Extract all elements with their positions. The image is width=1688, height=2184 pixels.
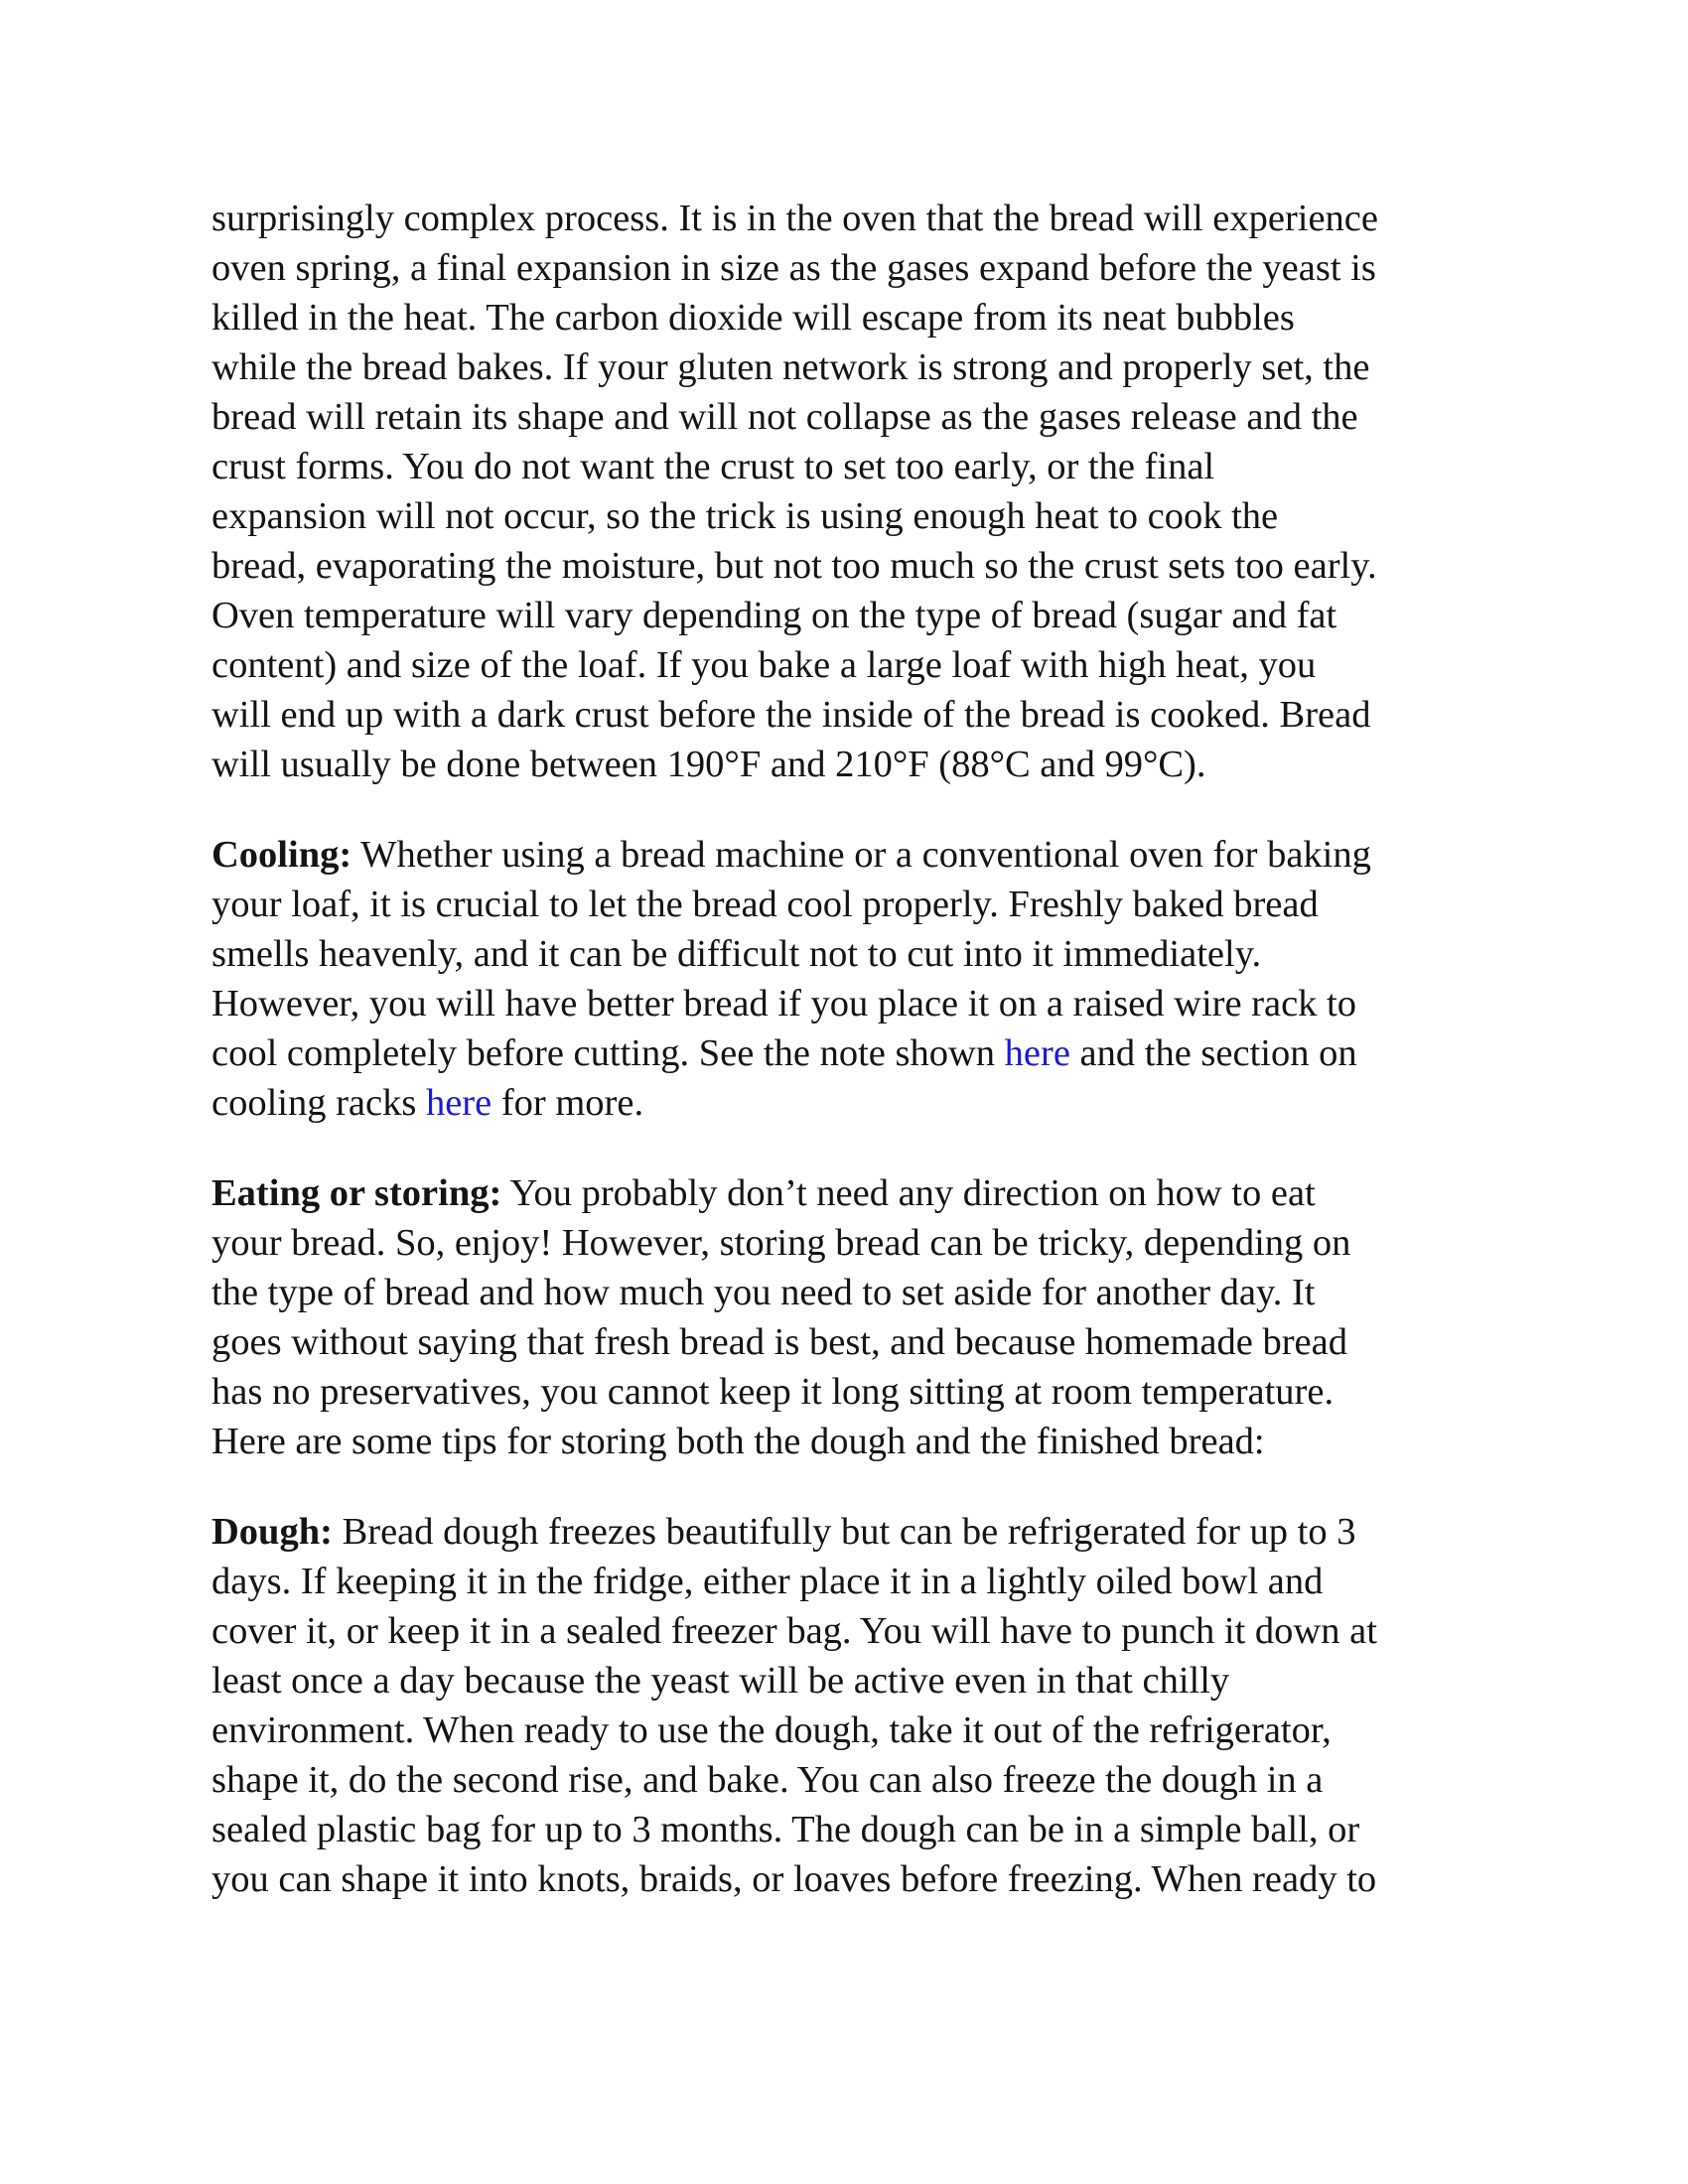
text-line: will usually be done between 190°F and 210°F (88°C and 99°C). — [211, 744, 1206, 785]
document-page — [211, 194, 1492, 1945]
text-line: you can shape it into knots, braids, or loaves before freezing. When ready to — [211, 1858, 1377, 1900]
text-run: cooling racks — [211, 1082, 426, 1124]
text-line: expansion will not occur, so the trick is using enough heat to cook the — [211, 495, 1279, 537]
text-line — [211, 1028, 1492, 1078]
text-line: goes without saying that fresh bread is best, and because homemade bread — [211, 1321, 1347, 1363]
text-line: your bread. So, enjoy! However, storing bread can be tricky, depending on — [211, 1222, 1351, 1264]
paragraph-cooling — [211, 830, 1492, 1128]
text-line: Here are some tips for storing both the dough and the finished bread: — [211, 1421, 1265, 1462]
text-line: Oven temperature will vary depending on the type of bread (sugar and fat — [211, 595, 1337, 636]
text-line — [211, 1168, 1492, 1218]
text-run: You probably don’t need any direction on how to eat — [501, 1172, 1316, 1214]
text-line: crust forms. You do not want the crust to set too early, or the final — [211, 446, 1215, 487]
text-line: killed in the heat. The carbon dioxide will escape from its neat bubbles — [211, 297, 1295, 339]
text-line — [211, 830, 1492, 880]
text-run: for more. — [492, 1082, 644, 1124]
text-line: sealed plastic bag for up to 3 months. The dough can be in a simple ball, or — [211, 1809, 1360, 1850]
paragraph-dough — [211, 1507, 1492, 1904]
cooling-racks-link[interactable]: here — [425, 1082, 492, 1124]
text-line: will end up with a dark crust before the inside of the bread is cooked. Bread — [211, 694, 1371, 736]
text-line: content) and size of the loaf. If you bake a large loaf with high heat, you — [211, 644, 1317, 686]
section-heading-dough: Dough: — [211, 1511, 333, 1553]
text-line: However, you will have better bread if you place it on a raised wire rack to — [211, 983, 1357, 1024]
text-line: has no preservatives, you cannot keep it long sitting at room temperature. — [211, 1371, 1335, 1413]
text-line: cover it, or keep it in a sealed freezer bag. You will have to punch it down at — [211, 1610, 1377, 1652]
text-line: surprisingly complex process. It is in the oven that the bread will experience — [211, 198, 1378, 239]
note-link[interactable]: here — [1004, 1032, 1070, 1074]
text-line: while the bread bakes. If your gluten network is strong and properly set, the — [211, 346, 1370, 388]
paragraph-eating-storing — [211, 1168, 1492, 1466]
paragraph-baking — [211, 194, 1492, 789]
section-heading-cooling: Cooling: — [211, 834, 352, 876]
text-run: Whether using a bread machine or a conventional oven for baking — [352, 834, 1371, 876]
text-line: shape it, do the second rise, and bake. You can also freeze the dough in a — [211, 1759, 1324, 1801]
text-line: smells heavenly, and it can be difficult not to cut into it immediately. — [211, 933, 1262, 975]
section-heading-eating-storing: Eating or storing: — [211, 1172, 502, 1214]
text-run: and the section on — [1069, 1032, 1357, 1074]
text-line: oven spring, a final expansion in size as the gases expand before the yeast is — [211, 247, 1376, 289]
text-line: environment. When ready to use the dough, take it out of the refrigerator, — [211, 1709, 1332, 1751]
text-line: least once a day because the yeast will be active even in that chilly — [211, 1660, 1230, 1702]
text-line: bread, evaporating the moisture, but not too much so the crust sets too early. — [211, 545, 1377, 587]
text-line: days. If keeping it in the fridge, either place it in a lightly oiled bowl and — [211, 1561, 1324, 1602]
text-line — [211, 1507, 1492, 1557]
text-line: bread will retain its shape and will not collapse as the gases release and the — [211, 396, 1358, 438]
text-run: cool completely before cutting. See the note shown — [211, 1032, 1005, 1074]
text-line — [211, 1078, 1492, 1128]
text-line: the type of bread and how much you need to set aside for another day. It — [211, 1272, 1316, 1313]
text-run: Bread dough freezes beautifully but can be refrigerated for up to 3 — [332, 1511, 1356, 1553]
text-line: your loaf, it is crucial to let the bread cool properly. Freshly baked bread — [211, 884, 1319, 925]
